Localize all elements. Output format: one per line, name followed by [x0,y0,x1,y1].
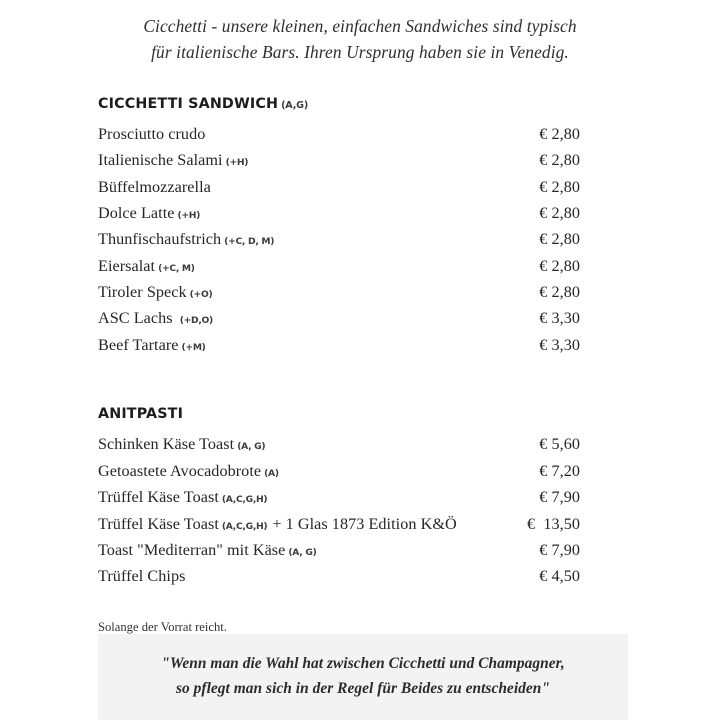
menu-item-row[interactable] [98,511,580,537]
menu-item-row[interactable] [98,226,580,252]
menu-item-allergens: (+H) [177,209,201,221]
menu-item-name [98,337,206,353]
menu-item-label: Thunfischaufstrich [98,230,222,249]
menu-item-row[interactable] [98,305,580,331]
menu-item-allergens: (A, G) [237,441,266,453]
menu-item-row[interactable] [98,431,580,457]
menu-item-name [98,258,195,274]
intro-line-2: für italienische Bars. Ihren Ursprung haben sie in Venedig. [151,41,569,62]
menu-sections [0,96,720,590]
menu-item-price: € 2,80 [539,283,580,302]
intro-paragraph [0,0,720,66]
menu-item-label: Prosciutto crudo [98,124,206,143]
menu-item-label: Getoastete Avocadobrote [98,461,262,480]
menu-item-row[interactable] [98,332,580,358]
quote-line-2: so pflegt man sich in der Regel für Beides zu entscheiden" [175,680,550,697]
menu-item-row[interactable] [98,121,580,147]
menu-item-row[interactable] [98,458,580,484]
menu-item-price: € 2,80 [539,203,580,222]
intro-line-1: Cicchetti - unsere kleinen, einfachen Sandwiches sind typisch [143,16,577,36]
menu-item-name [98,436,265,452]
menu-item-label: Eiersalat [98,256,156,275]
menu-item-row[interactable] [98,484,580,510]
menu-item-allergens: (+D,O) [179,315,213,327]
menu-item-allergens: (+M) [181,341,206,353]
menu-item-name [98,284,212,300]
menu-item-label: Trüffel Käse Toast [98,488,219,507]
menu-item-label: Tiroler Speck [98,283,187,302]
menu-item-price: € 2,80 [539,177,580,196]
menu-item-price: € 4,50 [539,567,580,586]
menu-item-label: Schinken Käse Toast [98,435,235,454]
section-heading [98,406,580,423]
menu-item-allergens: (+O) [189,289,213,301]
menu-item-label: ASC Lachs [98,309,177,328]
menu-section-cicchetti-sandwich [98,96,580,359]
menu-item-price: € 7,20 [539,461,580,480]
menu-item-label: Beef Tartare [98,335,179,354]
quote-text [161,652,565,702]
menu-item-row[interactable] [98,147,580,173]
menu-item-row[interactable] [98,563,580,589]
menu-section-anitpasti [98,406,580,590]
menu-item-price: € 2,80 [539,256,580,275]
menu-item-price: € 5,60 [539,435,580,454]
availability-note: Solange der Vorrat reicht. [98,619,227,634]
menu-item-row[interactable] [98,200,580,226]
menu-item-label: Trüffel Chips [98,567,186,586]
menu-item-allergens: (+C, M) [158,262,195,274]
section-heading-allergens: (A,G) [281,99,309,111]
menu-item-name [98,231,274,247]
menu-item-name [98,516,457,532]
quote-line-1: "Wenn man die Wahl hat zwischen Cicchetti und Champagner, [161,655,565,673]
menu-item-name [98,310,213,326]
menu-item-price: € 3,30 [539,335,580,354]
menu-item-label: Dolce Latte [98,203,175,222]
section-heading-label: CICCHETTI SANDWICH [98,95,279,112]
menu-item-allergens: (A, G) [288,546,317,558]
menu-item-name [98,205,200,221]
section-heading [98,96,580,113]
menu-item-allergens: (+C, D, M) [224,236,275,248]
menu-item-extra: + 1 Glas 1873 Edition K&Ö [272,514,457,533]
menu-item-allergens: (+H) [225,157,249,169]
menu-item-price: € 2,80 [539,151,580,170]
menu-item-row[interactable] [98,537,580,563]
menu-item-list [98,431,580,589]
menu-item-price: € 7,90 [539,540,580,559]
menu-item-price: € 7,90 [539,488,580,507]
menu-item-row[interactable] [98,173,580,199]
menu-item-price: € 2,80 [539,124,580,143]
menu-item-name [98,179,214,195]
menu-item-allergens: (A) [264,467,279,479]
menu-item-name [98,463,279,479]
quote-box [98,634,628,720]
menu-item-row[interactable] [98,253,580,279]
menu-item-name [98,568,188,584]
menu-item-label: Trüffel Käse Toast [98,514,219,533]
section-heading-label: ANITPASTI [98,406,184,423]
menu-item-name [98,126,208,142]
menu-item-label: Toast "Mediterran" mit Käse [98,540,286,559]
menu-item-name [98,542,317,558]
menu-item-name [98,152,248,168]
menu-item-name [98,489,267,505]
menu-item-row[interactable] [98,279,580,305]
menu-item-list [98,121,580,359]
menu-item-allergens: (A,C,G,H) [221,520,268,532]
menu-item-price: € 3,30 [539,309,580,328]
menu-item-allergens: (A,C,G,H) [221,494,268,506]
menu-item-price: € 2,80 [539,230,580,249]
menu-item-label: Büffelmozzarella [98,177,211,196]
menu-item-price: € 13,50 [526,514,580,533]
menu-item-label: Italienische Salami [98,151,223,170]
